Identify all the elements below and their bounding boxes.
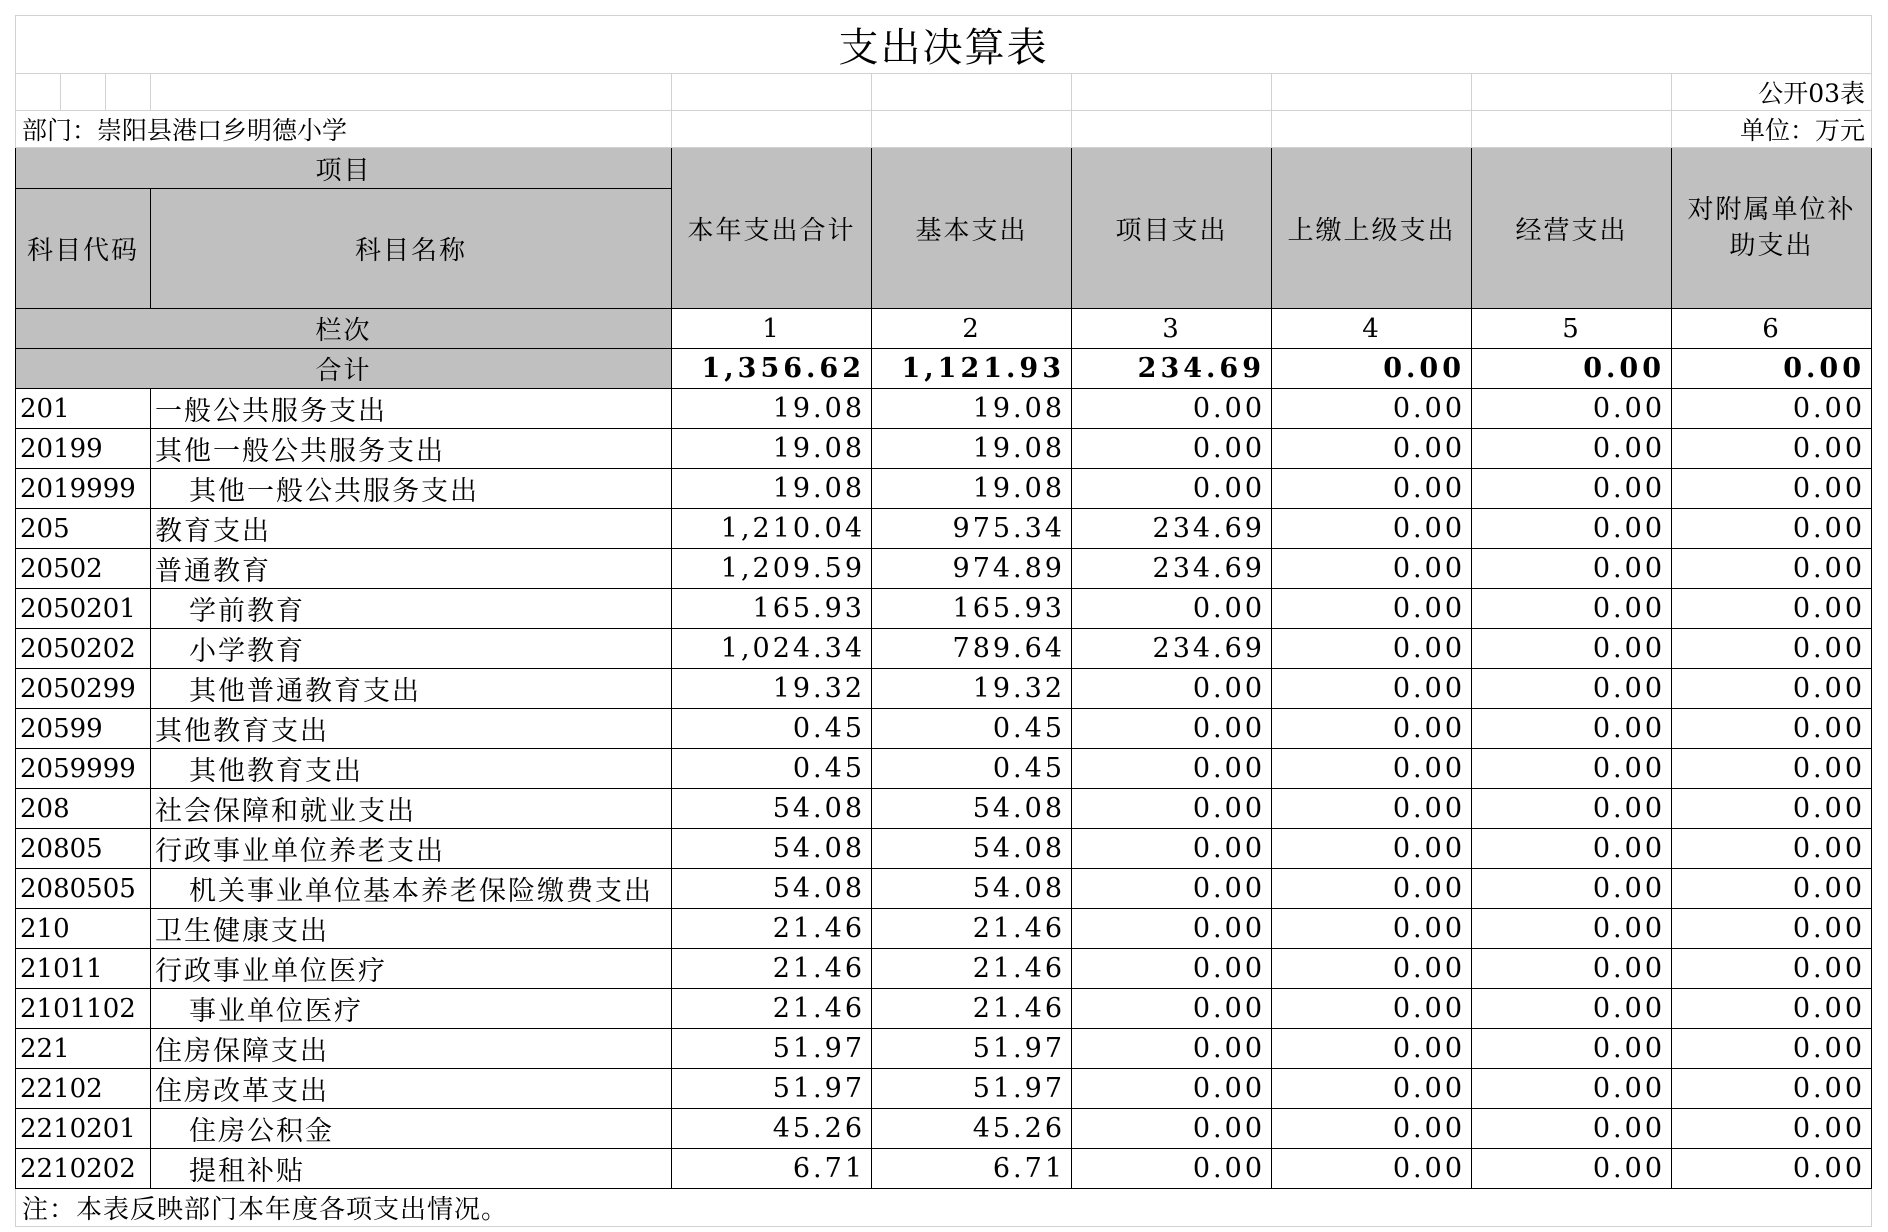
amount-cell: 0.00 bbox=[1072, 1069, 1272, 1109]
amount-cell: 0.00 bbox=[1472, 669, 1672, 709]
total-value: 0.00 bbox=[1672, 349, 1872, 389]
amount-cell: 54.08 bbox=[672, 829, 872, 869]
amount-cell: 0.00 bbox=[1472, 549, 1672, 589]
amount-cell: 0.00 bbox=[1272, 749, 1472, 789]
amount-cell: 54.08 bbox=[672, 789, 872, 829]
amount-cell: 54.08 bbox=[872, 789, 1072, 829]
amount-cell: 0.00 bbox=[1672, 789, 1872, 829]
amount-cell: 0.00 bbox=[1672, 549, 1872, 589]
amount-cell: 19.08 bbox=[672, 469, 872, 509]
table-row bbox=[16, 749, 1872, 789]
amount-cell: 0.00 bbox=[1672, 989, 1872, 1029]
department-label: 部门：崇阳县港口乡明德小学 bbox=[16, 111, 672, 148]
amount-cell: 0.00 bbox=[1472, 469, 1672, 509]
amount-cell: 0.00 bbox=[1272, 1069, 1472, 1109]
subject-name: 学前教育 bbox=[151, 589, 672, 629]
blank-cell bbox=[1472, 111, 1672, 148]
column-number: 5 bbox=[1472, 309, 1672, 349]
amount-cell: 0.00 bbox=[1472, 1069, 1672, 1109]
subject-name: 住房公积金 bbox=[151, 1109, 672, 1149]
amount-cell: 0.00 bbox=[1272, 549, 1472, 589]
amount-cell: 45.26 bbox=[672, 1109, 872, 1149]
amount-cell: 0.00 bbox=[1672, 749, 1872, 789]
amount-cell: 0.00 bbox=[1072, 389, 1272, 429]
total-value: 0.00 bbox=[1472, 349, 1672, 389]
amount-cell: 0.00 bbox=[1072, 949, 1272, 989]
amount-cell: 51.97 bbox=[672, 1069, 872, 1109]
table-row bbox=[16, 789, 1872, 829]
amount-cell: 0.00 bbox=[1072, 429, 1272, 469]
amount-cell: 0.00 bbox=[1672, 589, 1872, 629]
unit-label: 单位：万元 bbox=[1672, 111, 1872, 148]
amount-cell: 234.69 bbox=[1072, 629, 1272, 669]
amount-cell: 0.00 bbox=[1472, 789, 1672, 829]
blank-cell bbox=[61, 74, 106, 111]
amount-cell: 0.00 bbox=[1672, 469, 1872, 509]
amount-cell: 0.00 bbox=[1672, 669, 1872, 709]
amount-cell: 0.00 bbox=[1672, 389, 1872, 429]
amount-cell: 21.46 bbox=[672, 989, 872, 1029]
amount-cell: 0.00 bbox=[1672, 629, 1872, 669]
amount-cell: 51.97 bbox=[872, 1069, 1072, 1109]
amount-cell: 19.08 bbox=[672, 429, 872, 469]
amount-cell: 0.00 bbox=[1072, 909, 1272, 949]
subject-code: 2210201 bbox=[16, 1109, 151, 1149]
subject-code: 20502 bbox=[16, 549, 151, 589]
amount-cell: 0.00 bbox=[1672, 509, 1872, 549]
amount-cell: 0.00 bbox=[1072, 1109, 1272, 1149]
subject-name: 机关事业单位基本养老保险缴费支出 bbox=[151, 869, 672, 909]
amount-cell: 19.32 bbox=[872, 669, 1072, 709]
table-row bbox=[16, 589, 1872, 629]
amount-cell: 51.97 bbox=[672, 1029, 872, 1069]
subject-code: 208 bbox=[16, 789, 151, 829]
amount-cell: 0.00 bbox=[1072, 749, 1272, 789]
table-row bbox=[16, 869, 1872, 909]
header-project: 项目 bbox=[16, 148, 672, 189]
table-row bbox=[16, 1069, 1872, 1109]
amount-cell: 6.71 bbox=[672, 1149, 872, 1189]
amount-cell: 0.00 bbox=[1672, 1029, 1872, 1069]
table-row bbox=[16, 989, 1872, 1029]
amount-cell: 21.46 bbox=[672, 909, 872, 949]
subject-name: 社会保障和就业支出 bbox=[151, 789, 672, 829]
table-row bbox=[16, 1109, 1872, 1149]
amount-cell: 0.00 bbox=[1272, 789, 1472, 829]
header-col-project: 项目支出 bbox=[1072, 148, 1272, 309]
column-number: 4 bbox=[1272, 309, 1472, 349]
amount-cell: 0.00 bbox=[1272, 669, 1472, 709]
amount-cell: 0.00 bbox=[1472, 829, 1672, 869]
amount-cell: 0.00 bbox=[1472, 389, 1672, 429]
amount-cell: 51.97 bbox=[872, 1029, 1072, 1069]
amount-cell: 0.00 bbox=[1272, 709, 1472, 749]
amount-cell: 6.71 bbox=[872, 1149, 1072, 1189]
column-index-label: 栏次 bbox=[16, 309, 672, 349]
amount-cell: 0.00 bbox=[1072, 1149, 1272, 1189]
table-row bbox=[16, 389, 1872, 429]
expenditure-sheet bbox=[15, 15, 1872, 1227]
amount-cell: 0.00 bbox=[1472, 869, 1672, 909]
subject-code: 2050299 bbox=[16, 669, 151, 709]
subject-code: 2050201 bbox=[16, 589, 151, 629]
amount-cell: 45.26 bbox=[872, 1109, 1072, 1149]
table-row bbox=[16, 1029, 1872, 1069]
column-number: 1 bbox=[672, 309, 872, 349]
column-number: 6 bbox=[1672, 309, 1872, 349]
amount-cell: 974.89 bbox=[872, 549, 1072, 589]
amount-cell: 0.00 bbox=[1672, 909, 1872, 949]
subject-code: 20199 bbox=[16, 429, 151, 469]
amount-cell: 165.93 bbox=[672, 589, 872, 629]
amount-cell: 0.00 bbox=[1272, 629, 1472, 669]
amount-cell: 19.08 bbox=[872, 429, 1072, 469]
total-value: 0.00 bbox=[1272, 349, 1472, 389]
blank-cell bbox=[672, 111, 872, 148]
amount-cell: 0.00 bbox=[1472, 949, 1672, 989]
table-row bbox=[16, 909, 1872, 949]
amount-cell: 0.00 bbox=[1272, 389, 1472, 429]
subject-name: 行政事业单位养老支出 bbox=[151, 829, 672, 869]
amount-cell: 0.00 bbox=[1272, 869, 1472, 909]
amount-cell: 0.00 bbox=[1272, 829, 1472, 869]
total-row bbox=[16, 349, 1872, 389]
amount-cell: 0.00 bbox=[1472, 1029, 1672, 1069]
amount-cell: 54.08 bbox=[872, 829, 1072, 869]
subject-code: 2210202 bbox=[16, 1149, 151, 1189]
blank-cell bbox=[872, 74, 1072, 111]
blank-cell bbox=[151, 74, 672, 111]
amount-cell: 234.69 bbox=[1072, 509, 1272, 549]
amount-cell: 1,209.59 bbox=[672, 549, 872, 589]
amount-cell: 0.00 bbox=[1272, 1029, 1472, 1069]
subject-name: 住房改革支出 bbox=[151, 1069, 672, 1109]
amount-cell: 19.08 bbox=[872, 469, 1072, 509]
header-col-remit: 上缴上级支出 bbox=[1272, 148, 1472, 309]
table-row bbox=[16, 829, 1872, 869]
total-label: 合计 bbox=[16, 349, 672, 389]
amount-cell: 0.45 bbox=[872, 709, 1072, 749]
amount-cell: 21.46 bbox=[872, 989, 1072, 1029]
amount-cell: 789.64 bbox=[872, 629, 1072, 669]
subject-name: 行政事业单位医疗 bbox=[151, 949, 672, 989]
subject-name: 其他教育支出 bbox=[151, 749, 672, 789]
amount-cell: 165.93 bbox=[872, 589, 1072, 629]
amount-cell: 19.08 bbox=[672, 389, 872, 429]
table-row bbox=[16, 509, 1872, 549]
amount-cell: 0.00 bbox=[1072, 709, 1272, 749]
subject-name: 事业单位医疗 bbox=[151, 989, 672, 1029]
amount-cell: 54.08 bbox=[872, 869, 1072, 909]
amount-cell: 19.32 bbox=[672, 669, 872, 709]
amount-cell: 0.00 bbox=[1472, 629, 1672, 669]
subject-name: 其他普通教育支出 bbox=[151, 669, 672, 709]
amount-cell: 0.00 bbox=[1272, 989, 1472, 1029]
subject-code: 221 bbox=[16, 1029, 151, 1069]
amount-cell: 0.00 bbox=[1072, 869, 1272, 909]
amount-cell: 0.00 bbox=[1272, 429, 1472, 469]
subject-code: 20599 bbox=[16, 709, 151, 749]
amount-cell: 0.00 bbox=[1472, 589, 1672, 629]
amount-cell: 0.00 bbox=[1072, 589, 1272, 629]
subject-code: 2080505 bbox=[16, 869, 151, 909]
table-row bbox=[16, 669, 1872, 709]
page-title: 支出决算表 bbox=[16, 16, 1872, 74]
subject-name: 其他教育支出 bbox=[151, 709, 672, 749]
amount-cell: 234.69 bbox=[1072, 549, 1272, 589]
amount-cell: 1,210.04 bbox=[672, 509, 872, 549]
amount-cell: 0.00 bbox=[1272, 589, 1472, 629]
amount-cell: 0.00 bbox=[1472, 1149, 1672, 1189]
subject-name: 普通教育 bbox=[151, 549, 672, 589]
table-row bbox=[16, 709, 1872, 749]
amount-cell: 0.00 bbox=[1272, 469, 1472, 509]
amount-cell: 0.00 bbox=[1672, 429, 1872, 469]
subject-name: 教育支出 bbox=[151, 509, 672, 549]
table-row bbox=[16, 549, 1872, 589]
amount-cell: 0.00 bbox=[1672, 949, 1872, 989]
amount-cell: 0.45 bbox=[672, 709, 872, 749]
header-name: 科目名称 bbox=[151, 189, 672, 309]
amount-cell: 21.46 bbox=[672, 949, 872, 989]
amount-cell: 0.00 bbox=[1472, 429, 1672, 469]
total-value: 234.69 bbox=[1072, 349, 1272, 389]
amount-cell: 0.00 bbox=[1472, 989, 1672, 1029]
column-number: 3 bbox=[1072, 309, 1272, 349]
amount-cell: 0.00 bbox=[1472, 509, 1672, 549]
header-col-basic: 基本支出 bbox=[872, 148, 1072, 309]
amount-cell: 0.00 bbox=[1672, 869, 1872, 909]
subject-code: 205 bbox=[16, 509, 151, 549]
expenditure-table bbox=[15, 15, 1872, 1227]
header-col-total: 本年支出合计 bbox=[672, 148, 872, 309]
amount-cell: 0.00 bbox=[1472, 1109, 1672, 1149]
subject-name: 一般公共服务支出 bbox=[151, 389, 672, 429]
amount-cell: 0.00 bbox=[1072, 1029, 1272, 1069]
blank-cell bbox=[1272, 74, 1472, 111]
header-col-subsidy: 对附属单位补助支出 bbox=[1672, 148, 1872, 309]
subject-name: 提租补贴 bbox=[151, 1149, 672, 1189]
blank-cell bbox=[672, 74, 872, 111]
amount-cell: 0.00 bbox=[1672, 829, 1872, 869]
table-row bbox=[16, 469, 1872, 509]
subject-name: 小学教育 bbox=[151, 629, 672, 669]
subject-code: 21011 bbox=[16, 949, 151, 989]
subject-name: 其他一般公共服务支出 bbox=[151, 429, 672, 469]
amount-cell: 1,024.34 bbox=[672, 629, 872, 669]
blank-cell bbox=[1272, 111, 1472, 148]
blank-cell bbox=[872, 111, 1072, 148]
subject-code: 2101102 bbox=[16, 989, 151, 1029]
total-value: 1,356.62 bbox=[672, 349, 872, 389]
subject-code: 210 bbox=[16, 909, 151, 949]
amount-cell: 0.45 bbox=[672, 749, 872, 789]
amount-cell: 0.00 bbox=[1472, 749, 1672, 789]
subject-code: 22102 bbox=[16, 1069, 151, 1109]
amount-cell: 0.00 bbox=[1072, 989, 1272, 1029]
amount-cell: 0.00 bbox=[1672, 1069, 1872, 1109]
amount-cell: 0.00 bbox=[1672, 1149, 1872, 1189]
table-row bbox=[16, 429, 1872, 469]
subject-name: 卫生健康支出 bbox=[151, 909, 672, 949]
amount-cell: 19.08 bbox=[872, 389, 1072, 429]
amount-cell: 0.00 bbox=[1072, 469, 1272, 509]
blank-cell bbox=[16, 74, 61, 111]
table-row bbox=[16, 1149, 1872, 1189]
amount-cell: 0.00 bbox=[1672, 1109, 1872, 1149]
blank-cell bbox=[1472, 74, 1672, 111]
amount-cell: 0.00 bbox=[1672, 709, 1872, 749]
table-note: 注：本表反映部门本年度各项支出情况。 bbox=[16, 1189, 1872, 1227]
amount-cell: 0.00 bbox=[1472, 709, 1672, 749]
subject-code: 2059999 bbox=[16, 749, 151, 789]
blank-cell bbox=[1072, 74, 1272, 111]
blank-cell bbox=[1072, 111, 1272, 148]
table-row bbox=[16, 629, 1872, 669]
amount-cell: 0.00 bbox=[1072, 669, 1272, 709]
amount-cell: 0.45 bbox=[872, 749, 1072, 789]
amount-cell: 21.46 bbox=[872, 909, 1072, 949]
subject-name: 其他一般公共服务支出 bbox=[151, 469, 672, 509]
form-number: 公开03表 bbox=[1672, 74, 1872, 111]
amount-cell: 0.00 bbox=[1272, 509, 1472, 549]
amount-cell: 54.08 bbox=[672, 869, 872, 909]
amount-cell: 0.00 bbox=[1072, 789, 1272, 829]
table-row bbox=[16, 949, 1872, 989]
header-col-operation: 经营支出 bbox=[1472, 148, 1672, 309]
amount-cell: 0.00 bbox=[1472, 909, 1672, 949]
subject-name: 住房保障支出 bbox=[151, 1029, 672, 1069]
subject-code: 201 bbox=[16, 389, 151, 429]
subject-code: 20805 bbox=[16, 829, 151, 869]
amount-cell: 0.00 bbox=[1072, 829, 1272, 869]
total-value: 1,121.93 bbox=[872, 349, 1072, 389]
column-number: 2 bbox=[872, 309, 1072, 349]
header-code: 科目代码 bbox=[16, 189, 151, 309]
amount-cell: 0.00 bbox=[1272, 1109, 1472, 1149]
amount-cell: 0.00 bbox=[1272, 1149, 1472, 1189]
subject-code: 2050202 bbox=[16, 629, 151, 669]
subject-code: 2019999 bbox=[16, 469, 151, 509]
amount-cell: 0.00 bbox=[1272, 949, 1472, 989]
amount-cell: 21.46 bbox=[872, 949, 1072, 989]
amount-cell: 0.00 bbox=[1272, 909, 1472, 949]
blank-cell bbox=[106, 74, 151, 111]
amount-cell: 975.34 bbox=[872, 509, 1072, 549]
